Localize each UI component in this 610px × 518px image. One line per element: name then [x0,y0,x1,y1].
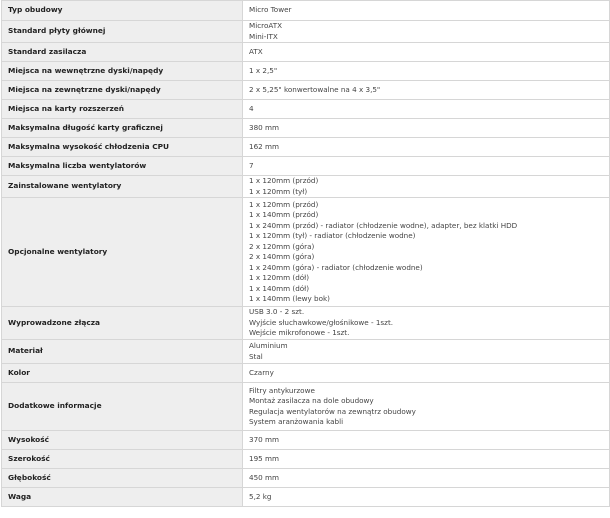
spec-value [243,176,610,198]
spec-value-line: 1 x 120mm (dół) [249,273,310,282]
spec-label: Zainstalowane wentylatory [2,176,243,198]
spec-value [243,450,610,469]
spec-row [2,364,610,383]
spec-value [243,62,610,81]
spec-value-line: 1 x 240mm (przód) - radiator (chłodzenie wodne), adapter, bez klatki HDD [249,220,518,230]
spec-label: Maksymalna długość karty graficznej [2,119,243,138]
spec-label: Materiał [2,340,243,364]
spec-value [243,100,610,119]
spec-value [243,307,610,340]
spec-value-line: ATX [249,46,263,56]
spec-label: Szerokość [2,450,243,469]
spec-row [2,100,610,119]
spec-row [2,383,610,431]
spec-value-line: 195 mm [249,453,280,463]
spec-value-line: 1 x 120mm (przód) [249,176,319,185]
spec-row [2,307,610,340]
spec-value-line: 162 mm [249,141,280,151]
spec-value [243,81,610,100]
spec-value-line: 370 mm [249,434,280,444]
spec-row [2,62,610,81]
spec-value-line: USB 3.0 - 2 szt. [249,307,305,317]
spec-value-line: Regulacja wentylatorów na zewnątrz obudowy [249,406,416,416]
spec-row [2,1,610,21]
spec-value-line: 5,2 kg [249,491,272,501]
spec-label: Głębokość [2,469,243,488]
spec-row [2,43,610,62]
spec-row [2,21,610,43]
spec-value [243,198,610,307]
spec-row [2,138,610,157]
spec-value-line: 1 x 140mm (dół) [249,283,310,293]
spec-value-line: 1 x 2,5" [249,65,278,75]
spec-value [243,43,610,62]
spec-row [2,340,610,364]
spec-value-line: 2 x 5,25" konwertowalne na 4 x 3,5" [249,84,381,94]
spec-value-line: Aluminium [249,341,288,350]
spec-label: Miejsca na zewnętrzne dyski/napędy [2,81,243,100]
spec-label: Typ obudowy [2,1,243,21]
spec-value-line: Micro Tower [249,5,292,15]
spec-label: Maksymalna liczba wentylatorów [2,157,243,176]
spec-row [2,431,610,450]
spec-value-line: 1 x 140mm (lewy bok) [249,294,330,303]
spec-value-line: 380 mm [249,122,280,132]
spec-value-line: Wejście mikrofonowe - 1szt. [249,328,350,338]
spec-value-line: Stal [249,351,263,361]
spec-label: Wysokość [2,431,243,450]
spec-value-line: Wyjście słuchawkowe/głośnikowe - 1szt. [249,317,394,327]
spec-value [243,157,610,176]
spec-row [2,450,610,469]
spec-value [243,138,610,157]
spec-value-line: 450 mm [249,472,280,482]
spec-label: Wyprowadzone złącza [2,307,243,340]
spec-label: Kolor [2,364,243,383]
spec-value-line: 4 [249,103,254,113]
spec-row [2,176,610,198]
spec-value-line: MicroATX [249,21,283,30]
spec-value [243,383,610,431]
spec-value [243,340,610,364]
spec-value-line: 1 x 140mm (przód) [249,210,319,219]
spec-value-line: Mini-ITX [249,31,278,41]
spec-value [243,1,610,21]
spec-value [243,469,610,488]
spec-value-line: Czarny [249,367,274,377]
spec-value-line: 7 [249,160,254,170]
spec-value-line: Montaż zasilacza na dole obudowy [249,396,374,405]
specifications-body [2,1,610,507]
spec-row [2,469,610,488]
spec-label: Standard zasilacza [2,43,243,62]
spec-row [2,488,610,507]
spec-value-line: 2 x 120mm (góra) [249,241,315,251]
spec-value-line: 1 x 120mm (tył) - radiator (chłodzenie wodne) [249,231,416,240]
spec-value-line: Filtry antykurzowe [249,385,315,395]
spec-label: Standard płyty głównej [2,21,243,43]
spec-label: Waga [2,488,243,507]
spec-row [2,81,610,100]
spec-label: Opcjonalne wentylatory [2,198,243,307]
spec-value [243,21,610,43]
spec-row [2,157,610,176]
spec-label: Miejsca na wewnętrzne dyski/napędy [2,62,243,81]
spec-value [243,364,610,383]
spec-value-line: 1 x 120mm (przód) [249,199,319,209]
spec-row [2,198,610,307]
spec-label: Dodatkowe informacje [2,383,243,431]
spec-value-line: System aranżowania kabli [249,417,344,426]
spec-label: Maksymalna wysokość chłodzenia CPU [2,138,243,157]
spec-value [243,431,610,450]
spec-value-line: 2 x 140mm (góra) [249,252,315,261]
spec-value [243,119,610,138]
spec-value-line: 1 x 240mm (góra) - radiator (chłodzenie wodne) [249,262,423,272]
specifications-table [1,0,610,507]
spec-value [243,488,610,507]
spec-label: Miejsca na karty rozszerzeń [2,100,243,119]
spec-value-line: 1 x 120mm (tył) [249,186,308,196]
spec-row [2,119,610,138]
